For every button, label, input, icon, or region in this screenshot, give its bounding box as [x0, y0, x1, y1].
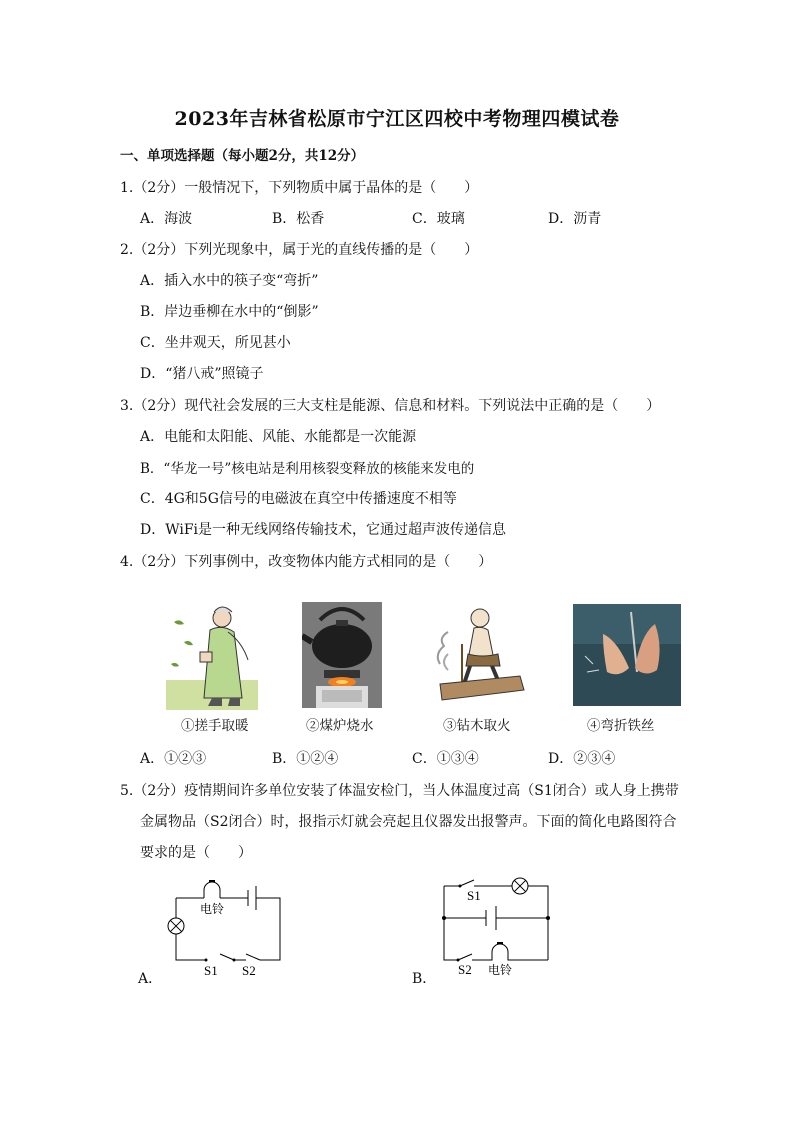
question-2-stem: 2.（2分）下列光现象中，属于光的直线传播的是（ ）: [120, 242, 479, 258]
question-5-stem-line-1: 5.（2分）疫情期间许多单位安装了体温安检门，当人体温度过高（S1闭合）或人身上携带: [120, 783, 679, 799]
q1-option-c: C．玻璃: [412, 211, 465, 227]
rubbing-hands-illustration: [166, 602, 258, 710]
q2-option-d: D．“猪八戒”照镜子: [140, 366, 264, 382]
question-1-stem: 1.（2分）一般情况下，下列物质中属于晶体的是（ ）: [120, 180, 479, 196]
kettle-stove-illustration: [302, 602, 382, 708]
circuit-b-s2-label: S2: [458, 962, 472, 977]
question-4-stem: 4.（2分）下列事例中，改变物体内能方式相同的是（ ）: [120, 554, 493, 570]
q3-option-a: A．电能和太阳能、风能、水能都是一次能源: [140, 429, 417, 445]
circuit-a-s1-label: S1: [204, 963, 218, 978]
caption-2: ②煤炉烧水: [306, 718, 374, 734]
q4-option-a: A．①②③: [140, 751, 207, 767]
caption-1: ①搓手取暖: [181, 718, 249, 734]
bending-wire-illustration: [573, 604, 681, 706]
question-3-stem: 3.（2分）现代社会发展的三大支柱是能源、信息和材料。下列说法中正确的是（ ）: [120, 398, 661, 414]
question-5-stem-line-2: 金属物品（S2闭合）时，报指示灯就会亮起且仪器发出报警声。下面的简化电路图符合: [140, 814, 677, 830]
circuit-b-bell-label: 电铃: [488, 963, 513, 977]
drilling-wood-illustration: [430, 604, 528, 710]
q4-option-c: C．①③④: [412, 751, 479, 767]
q3-option-d: D．WiFi是一种无线网络传输技术，它通过超声波传递信息: [140, 522, 507, 538]
q3-option-b: B．“华龙一号”核电站是利用核裂变释放的核能来发电的: [140, 461, 475, 477]
q2-option-a: A．插入水中的筷子变“弯折”: [140, 273, 319, 289]
circuit-a-s2-label: S2: [242, 963, 256, 978]
q2-option-b: B．岸边垂柳在水中的“倒影”: [140, 304, 319, 320]
q4-option-d: D．②③④: [548, 751, 616, 767]
q1-option-d: D．沥青: [548, 211, 602, 227]
page-title: 2023年吉林省松原市宁江区四校中考物理四模试卷: [174, 108, 620, 130]
circuit-a-bell-label: 电铃: [200, 902, 225, 916]
question-5-stem-line-3: 要求的是（ ）: [140, 845, 252, 861]
q3-option-c: C．4G和5G信号的电磁波在真空中传播速度不相等: [140, 491, 457, 507]
q5-option-a-label: A．: [138, 971, 163, 987]
q4-option-b: B．①②④: [272, 751, 339, 767]
circuit-b-s1-label: S1: [467, 888, 481, 903]
circuit-diagram-b: [434, 872, 558, 982]
section-heading: 一、单项选择题（每小题2分，共12分）: [120, 148, 365, 164]
q5-option-b-label: B．: [412, 971, 437, 987]
q1-option-b: B．松香: [272, 211, 325, 227]
caption-3: ③钻木取火: [443, 718, 511, 734]
q1-option-a: A．海波: [140, 211, 193, 227]
q2-option-c: C．坐井观天，所见甚小: [140, 335, 291, 351]
circuit-diagram-a: [160, 874, 290, 984]
caption-4: ④弯折铁丝: [587, 718, 655, 734]
